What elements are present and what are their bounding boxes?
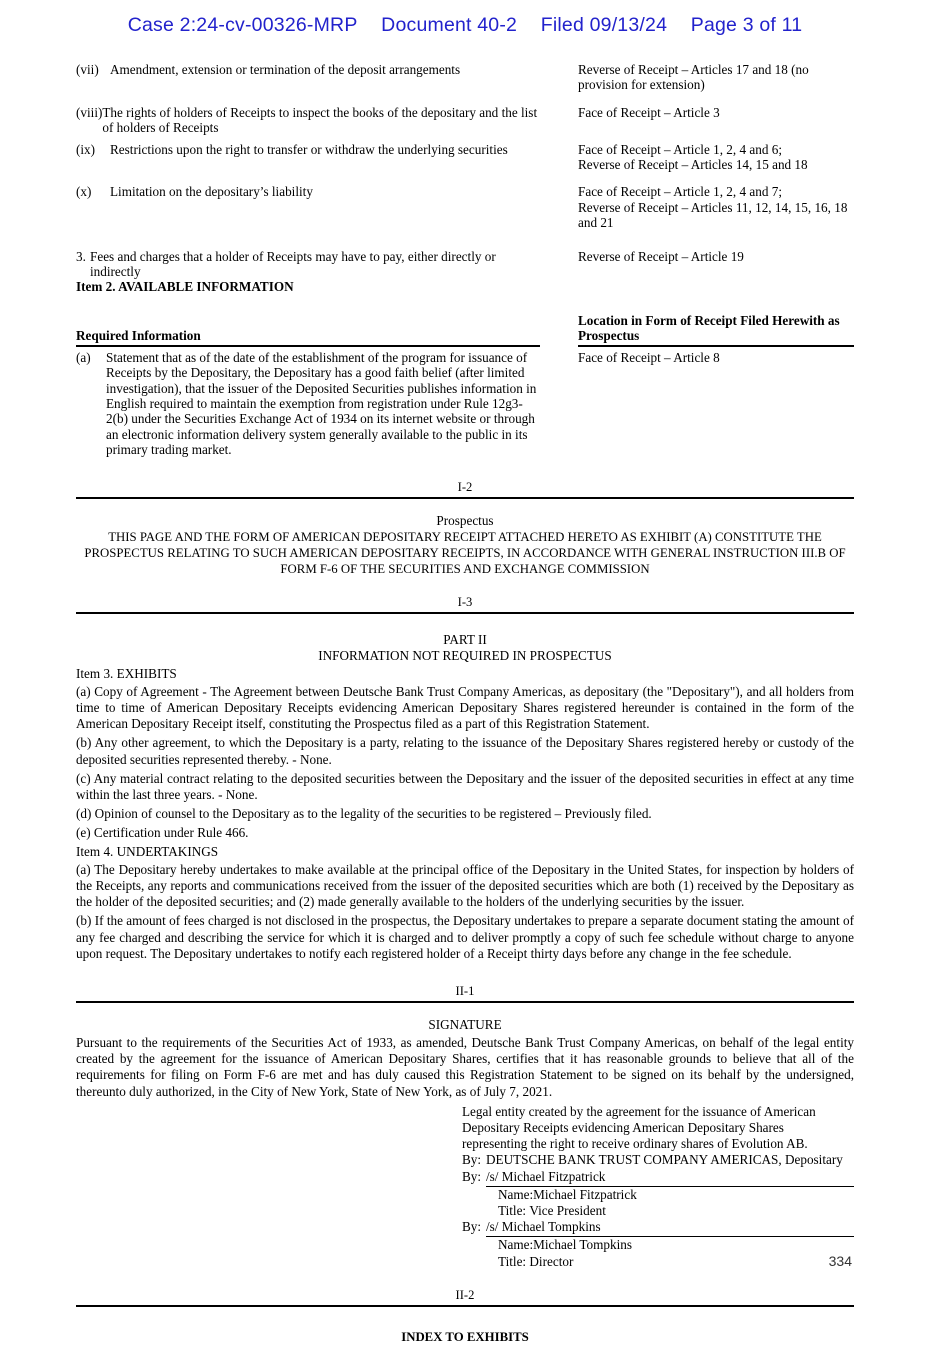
title-label: Title: [498,1253,527,1269]
requirement-number: (viii) [76,104,103,120]
by-label: By: [462,1152,482,1168]
part2-title: PART II [443,631,487,647]
requirement-location-x-line1: Face of Receipt – Article 1, 2, 4 and 7; [578,184,782,200]
item2-right-header-cell [540,313,854,347]
requirements-right-cell [540,105,854,120]
requirements-right-cell [540,249,854,264]
page-marker-i3: I-3 [457,594,473,609]
signature-body: Pursuant to the requirements of the Securities Act of 1933, as amended, Deutsche Bank Trust Company Americas, on behalf of the legal entity created by the agreement for the issuance of American Depositary Shares, certifies that it has reasonable grounds to believe that all of the requirements for filing on Form F-6 are met and has duly caused this Registration Statement to be signed on its behalf by the undersigned, thereunto duly authorized, in the City of New York, State of New York, as of July 7, 2021. [76,1034,854,1099]
requirement-item-vii [76,62,540,77]
signatory-2-title-row [462,1254,854,1270]
requirement-text: The rights of holders of Receipts to inspect the books of the depositary and the list of holders of Receipts [102,104,538,136]
page-break-ii1 [76,984,854,1003]
page-break-i2 [76,480,854,499]
requirements-left-cell [76,184,540,199]
signatory-1-title-row [462,1203,854,1219]
item2-row-a [76,350,854,458]
signature-heading: SIGNATURE [428,1016,502,1032]
document-content [76,62,854,1345]
item2-column-headers [76,313,854,347]
prospectus-statement: THIS PAGE AND THE FORM OF AMERICAN DEPOSITARY RECEIPT ATTACHED HERETO AS EXHIBIT (A) CONSTITUTE THE PROSPECTUS RELATING TO SUCH AMERICAN DEPOSITARY RECEIPTS, IN ACCORDANCE WITH GENERAL INSTRUCTION III.B OF FORM F-6 OF THE SECURITIES AND EXCHANGE COMMISSION [84,529,846,576]
signature-mark: /s/ Michael Tompkins [486,1219,854,1237]
signatory-line-2 [462,1219,854,1237]
requirement-location-viii: Face of Receipt – Article 3 [578,104,720,120]
signatory-2-name-row [462,1237,854,1253]
requirement-location-ix-line2: Reverse of Receipt – Articles 14, 15 and 18 [578,157,808,173]
item3-paragraph-d: (d) Opinion of counsel to the Depositary as to the legality of the securities to be registered – Previously filed. [76,806,652,822]
requirements-table-row [76,184,854,230]
item3-paragraph-a: (a) Copy of Agreement - The Agreement between Deutsche Bank Trust Company Americas, as depositary (the "Depositary"), and all holders from time to time of American Depositary Receipts evidencing American Depositary Shares registered hereunder is contained in the form of the American Depositary Receipt itself, constituting the Prospectus filed as a part of this Registration Statement. [76,683,854,732]
name-label: Name: [498,1237,534,1253]
requirements-right-cell [540,62,854,93]
requirements-right-cell [540,142,854,173]
page-marker-ii2: II-2 [455,1287,475,1302]
requirement-text: Limitation on the depositary’s liability [110,184,313,200]
item2-statement [76,350,540,458]
requirements-left-cell [76,249,540,280]
title-label: Title: [498,1203,527,1219]
location-header-line2: Prospectus [578,328,854,346]
entity-description-line1: Legal entity created by the agreement for the issuance of American [462,1103,816,1119]
page-marker-ii1: II-1 [455,983,475,998]
location-header-line1: Location in Form of Receipt Filed Herewith as [578,312,840,328]
requirements-right-cell [540,184,854,230]
signature-block [462,1104,854,1270]
requirements-left-cell [76,62,540,77]
prospectus-label: Prospectus [436,512,494,528]
requirement-item-viii [76,105,540,136]
signatory-name: Michael Tompkins [533,1237,632,1253]
item2-right-cell [540,350,854,365]
signatory-title: Vice President [529,1203,606,1219]
item3-paragraph-c: (c) Any material contract relating to the deposited securities between the Depositary and the issuer of the deposited securities in effect at any time within the last three years. - None. [76,770,854,802]
entity-description-line2: Depositary Receipts evidencing American Depositary Shares [462,1120,784,1135]
requirement-location-3: Reverse of Receipt – Article 19 [578,248,744,264]
requirements-table-row [76,142,854,173]
index-to-exhibits-heading: INDEX TO EXHIBITS [401,1329,529,1344]
ecf-document-number: Document 40-2 [381,14,518,36]
item2-row-location: Face of Receipt – Article 8 [578,349,720,365]
ecf-filed-date: Filed 09/13/24 [540,14,668,36]
item2-row-label: (a) [76,349,91,365]
depositary-line [462,1152,854,1168]
item3-paragraph-b: (b) Any other agreement, to which the Depositary is a party, relating to the issuance of the Depositary Shares registered hereby or custody of the deposited securities represented thereby. - None. [76,735,854,767]
requirement-number: (x) [76,184,92,200]
requirements-table-row [76,249,854,280]
part2-subtitle: INFORMATION NOT REQUIRED IN PROSPECTUS [318,647,612,663]
item4-paragraph-b: (b) If the amount of fees charged is not disclosed in the prospectus, the Depositary undertakes to prepare a separate document stating the amount of any fee charged and describing the service for which it is charged and to deliver promptly a copy of such fee schedule without charge to anyone upon request. The Depositary undertakes to notify each registered holder of a Receipt thirty days before any change in the fee schedule. [76,913,854,961]
ecf-header-stamp [0,14,930,37]
requirement-item-x [76,184,540,199]
by-label: By: [462,1168,482,1184]
item4-paragraph-a: (a) The Depositary hereby undertakes to make available at the principal office of the Depositary in the United States, for inspection by holders of the Receipts, any reports and communications received from the issuer of the deposited securities which are both (1) received by the Depositary as the holder of the deposited securities; and (2) made generally available to the holders of the underlying securities by the issuer. [76,861,854,910]
requirement-location-vii: Reverse of Receipt – Articles 17 and 18 (no provision for extension) [578,62,809,93]
page-break-i3 [76,595,854,614]
ecf-case-number: Case 2:24-cv-00326-MRP [127,14,358,36]
requirement-text: Fees and charges that a holder of Receipts may have to pay, either directly or indirectly [90,248,496,280]
name-label: Name: [498,1186,534,1202]
bates-number: 334 [828,1253,852,1269]
item2-row-text: Statement that as of the date of the establishment of the program for issuance of Receipts by the Depositary, the Depositary has a good faith belief (after limited investigation), that the issuer of the Deposited Securities publishes information in English required to maintain the exemption from registration under Rule 12g3-2(b) under the Securities Exchange Act of 1934 on its internet website or through an electronic information delivery system generally available to the public in its primary trading market. [106,349,537,458]
by-label: By: [462,1219,482,1235]
requirement-item-3 [76,249,540,280]
page-break-ii2 [76,1288,854,1307]
page-marker-i2: I-2 [457,479,473,494]
requirement-number: (vii) [76,62,99,77]
ecf-page-indicator: Page 3 of 11 [690,14,803,36]
requirements-table-row [76,62,854,93]
item3-paragraph-e: (e) Certification under Rule 466. [76,825,249,841]
requirements-table-row [76,105,854,136]
depositary-name: DEUTSCHE BANK TRUST COMPANY AMERICAS, Depositary [486,1152,843,1168]
requirement-location-ix-line1: Face of Receipt – Article 1, 2, 4 and 6; [578,141,782,157]
item2-left-cell [76,350,540,458]
requirement-location-x-line2: Reverse of Receipt – Articles 11, 12, 14, 15, 16, 18 and 21 [578,199,848,231]
signatory-name: Michael Fitzpatrick [533,1186,637,1202]
requirement-text: Restrictions upon the right to transfer or withdraw the underlying securities [110,141,508,157]
requirement-item-ix [76,142,540,157]
requirement-number: (ix) [76,141,96,157]
requirements-left-cell [76,105,540,136]
item4-heading: Item 4. UNDERTAKINGS [76,843,219,859]
item3-heading: Item 3. EXHIBITS [76,665,177,681]
signature-mark: /s/ Michael Fitzpatrick [486,1169,854,1187]
item2-left-header-cell [76,313,540,347]
requirement-number: 3. [76,248,86,264]
required-information-header: Required Information [76,328,540,346]
entity-description-line3: representing the right to receive ordinary shares of Evolution AB. [462,1136,808,1152]
signatory-title: Director [529,1253,574,1269]
requirement-text: Amendment, extension or termination of the deposit arrangements [110,62,461,77]
requirements-left-cell [76,142,540,157]
item2-heading: Item 2. AVAILABLE INFORMATION [76,279,294,295]
signatory-line-1 [462,1169,854,1187]
signatory-1-name-row [462,1187,854,1203]
